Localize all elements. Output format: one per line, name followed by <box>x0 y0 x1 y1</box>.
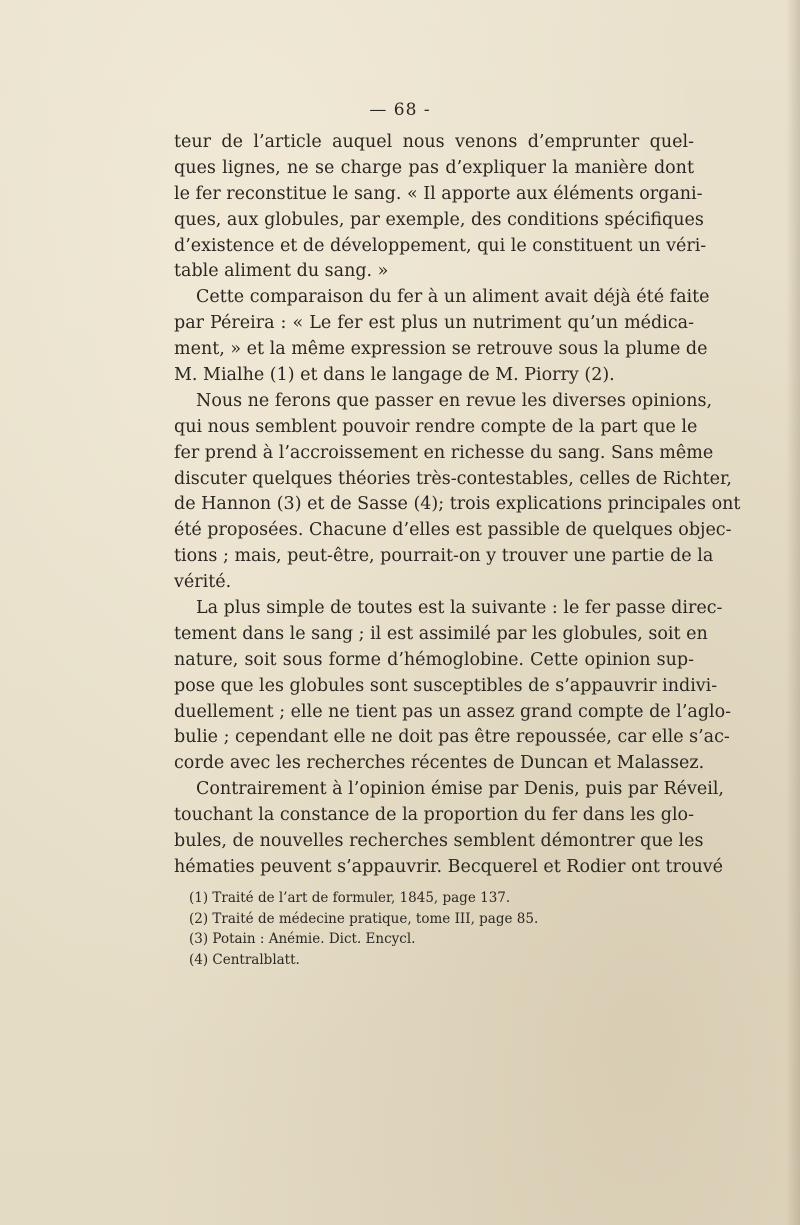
text-line: Nous ne ferons que passer en revue les diverses opinions, <box>196 390 713 411</box>
text-line: Contrairement à l’opinion émise par Denis, puis par Réveil, <box>196 779 724 800</box>
footnote: (3) Potain : Anémie. Dict. Encycl. <box>189 931 416 947</box>
text-line: été proposées. Chacune d’elles est passible de quelques objec- <box>174 520 732 541</box>
text-line: tement dans le sang ; il est assimilé par les globules, soit en <box>174 623 708 644</box>
text-line: hématies peuvent s’appauvrir. Becquerel et Rodier ont trouvé <box>174 856 723 877</box>
text-line: discuter quelques théories très-contestables, celles de Richter, <box>174 468 732 489</box>
text-line: bulie ; cependant elle ne doit pas être repoussée, car elle s’ac- <box>174 727 730 748</box>
text-line: La plus simple de toutes est la suivante : le fer passe direc- <box>196 598 723 619</box>
text-line: teur de l’article auquel nous venons d’emprunter quel- <box>174 132 694 152</box>
text-line: qui nous semblent pouvoir rendre compte de la part que le <box>174 416 698 437</box>
page-edge-shadow <box>786 0 800 1225</box>
text-line: d’existence et de développement, qui le constituent un véri- <box>174 235 707 256</box>
footnote: (2) Traité de médecine pratique, tome III, page 85. <box>189 910 539 927</box>
text-line: M. Mialhe (1) et dans le langage de M. Piorry (2). <box>174 365 615 386</box>
page-number: — 68 - <box>369 100 431 120</box>
text-line: Cette comparaison du fer à un aliment avait déjà été faite <box>196 287 710 308</box>
text-line: fer prend à l’accroissement en richesse du sang. Sans même <box>174 442 714 463</box>
text-line: tions ; mais, peut-être, pourrait-on y trouver une partie de la <box>174 546 714 567</box>
text-line: table aliment du sang. » <box>174 261 389 282</box>
text-line: ment, » et la même expression se retrouve sous la plume de <box>174 339 708 360</box>
text-line: nature, soit sous forme d’hémoglobine. Cette opinion sup- <box>174 649 694 670</box>
text-line: touchant la constance de la proportion du fer dans les glo- <box>174 805 694 826</box>
text-line: pose que les globules sont susceptibles de s’appauvrir indivi- <box>174 675 718 696</box>
text-line: de Hannon (3) et de Sasse (4); trois explications principales ont <box>174 494 741 515</box>
text-line: bules, de nouvelles recherches semblent démontrer que les <box>174 831 704 852</box>
text-line: ques lignes, ne se charge pas d’expliquer la manière dont <box>174 157 694 178</box>
text-line: corde avec les recherches récentes de Duncan et Malassez. <box>174 753 705 774</box>
text-line: par Péreira : « Le fer est plus un nutriment qu’un médica- <box>174 313 694 334</box>
footnote: (1) Traité de l’art de formuler, 1845, page 137. <box>189 890 511 906</box>
text-line: le fer reconstitue le sang. « Il apporte aux éléments organi- <box>174 183 703 204</box>
text-line: ques, aux globules, par exemple, des conditions spécifiques <box>174 209 704 230</box>
text-line: duellement ; elle ne tient pas un assez grand compte de l’aglo- <box>174 701 732 722</box>
text-line: vérité. <box>174 572 232 593</box>
footnote: (4) Centralblatt. <box>189 951 300 968</box>
body-text <box>174 130 741 881</box>
footnotes <box>189 888 609 970</box>
